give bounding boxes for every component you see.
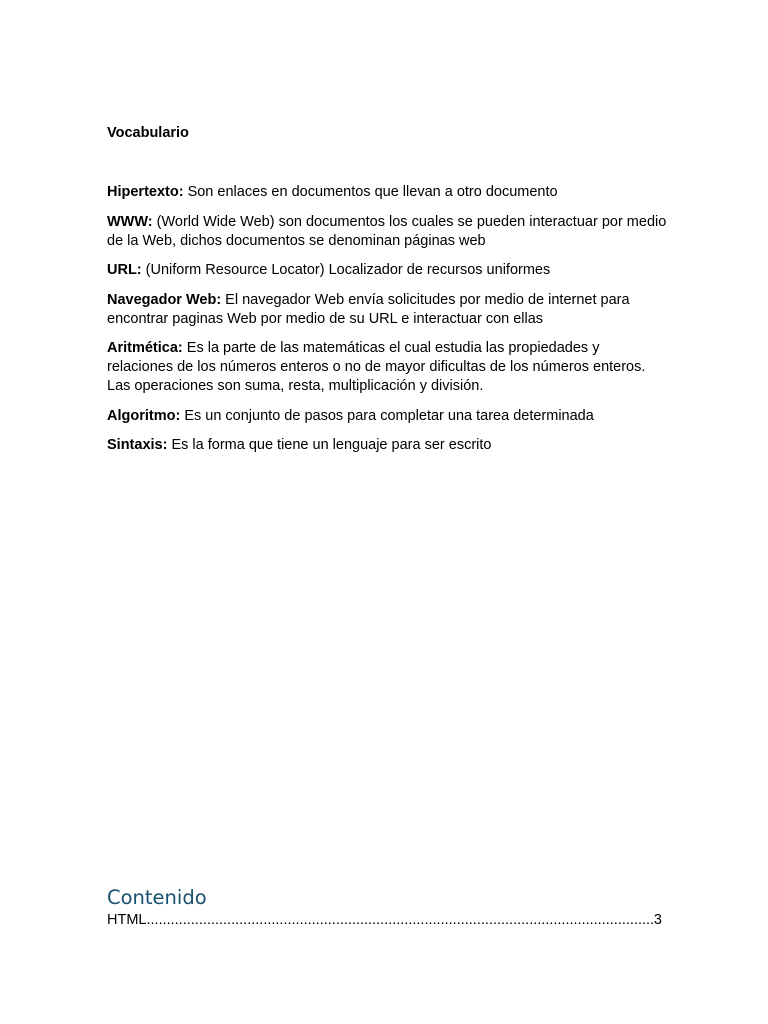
toc-entry-page: 3 xyxy=(653,912,662,928)
term-label: Hipertexto: xyxy=(107,184,184,200)
definition-hipertexto xyxy=(107,183,667,202)
term-label: URL: xyxy=(107,262,142,278)
definition-navegador-web xyxy=(107,291,667,329)
definition-www xyxy=(107,213,667,251)
toc-title: Contenido xyxy=(107,886,207,909)
term-label: Algoritmo: xyxy=(107,407,181,424)
toc-entry-html[interactable] xyxy=(107,911,662,930)
definition-text: Es la parte de las matemáticas el cual estudia las propiedades y relaciones de los números enteros o no de mayor dificultas de los números enteros. Las operaciones son suma, resta, multiplicación y división. xyxy=(107,340,646,394)
term-label: Sintaxis: xyxy=(107,437,168,453)
term-label: Navegador Web: xyxy=(107,291,222,308)
vocabulary-heading: Vocabulario xyxy=(107,125,189,141)
definition-text: Es la forma que tiene un lenguaje para ser escrito xyxy=(167,437,492,453)
definition-sintaxis xyxy=(107,436,667,455)
definition-algoritmo xyxy=(107,407,667,426)
definition-url xyxy=(107,261,667,280)
toc-leader-dots xyxy=(146,911,653,930)
definition-text: Son enlaces en documentos que llevan a otro documento xyxy=(183,184,558,200)
definition-aritmetica xyxy=(107,339,667,396)
term-label: Aritmética: xyxy=(107,340,183,356)
definition-text: (World Wide Web) son documentos los cuales se pueden interactuar por medio de la Web, dichos documentos se denominan páginas web xyxy=(107,213,667,249)
toc-entry-label: HTML xyxy=(107,912,147,928)
definition-text: (Uniform Resource Locator) Localizador de recursos uniformes xyxy=(141,262,551,278)
table-of-contents xyxy=(107,886,662,930)
term-label: WWW: xyxy=(107,213,153,230)
definition-text: El navegador Web envía solicitudes por medio de internet para encontrar paginas Web por medio de su URL e interactuar con ellas xyxy=(107,291,630,327)
definition-list xyxy=(107,183,667,466)
definition-text: Es un conjunto de pasos para completar una tarea determinada xyxy=(180,407,594,424)
